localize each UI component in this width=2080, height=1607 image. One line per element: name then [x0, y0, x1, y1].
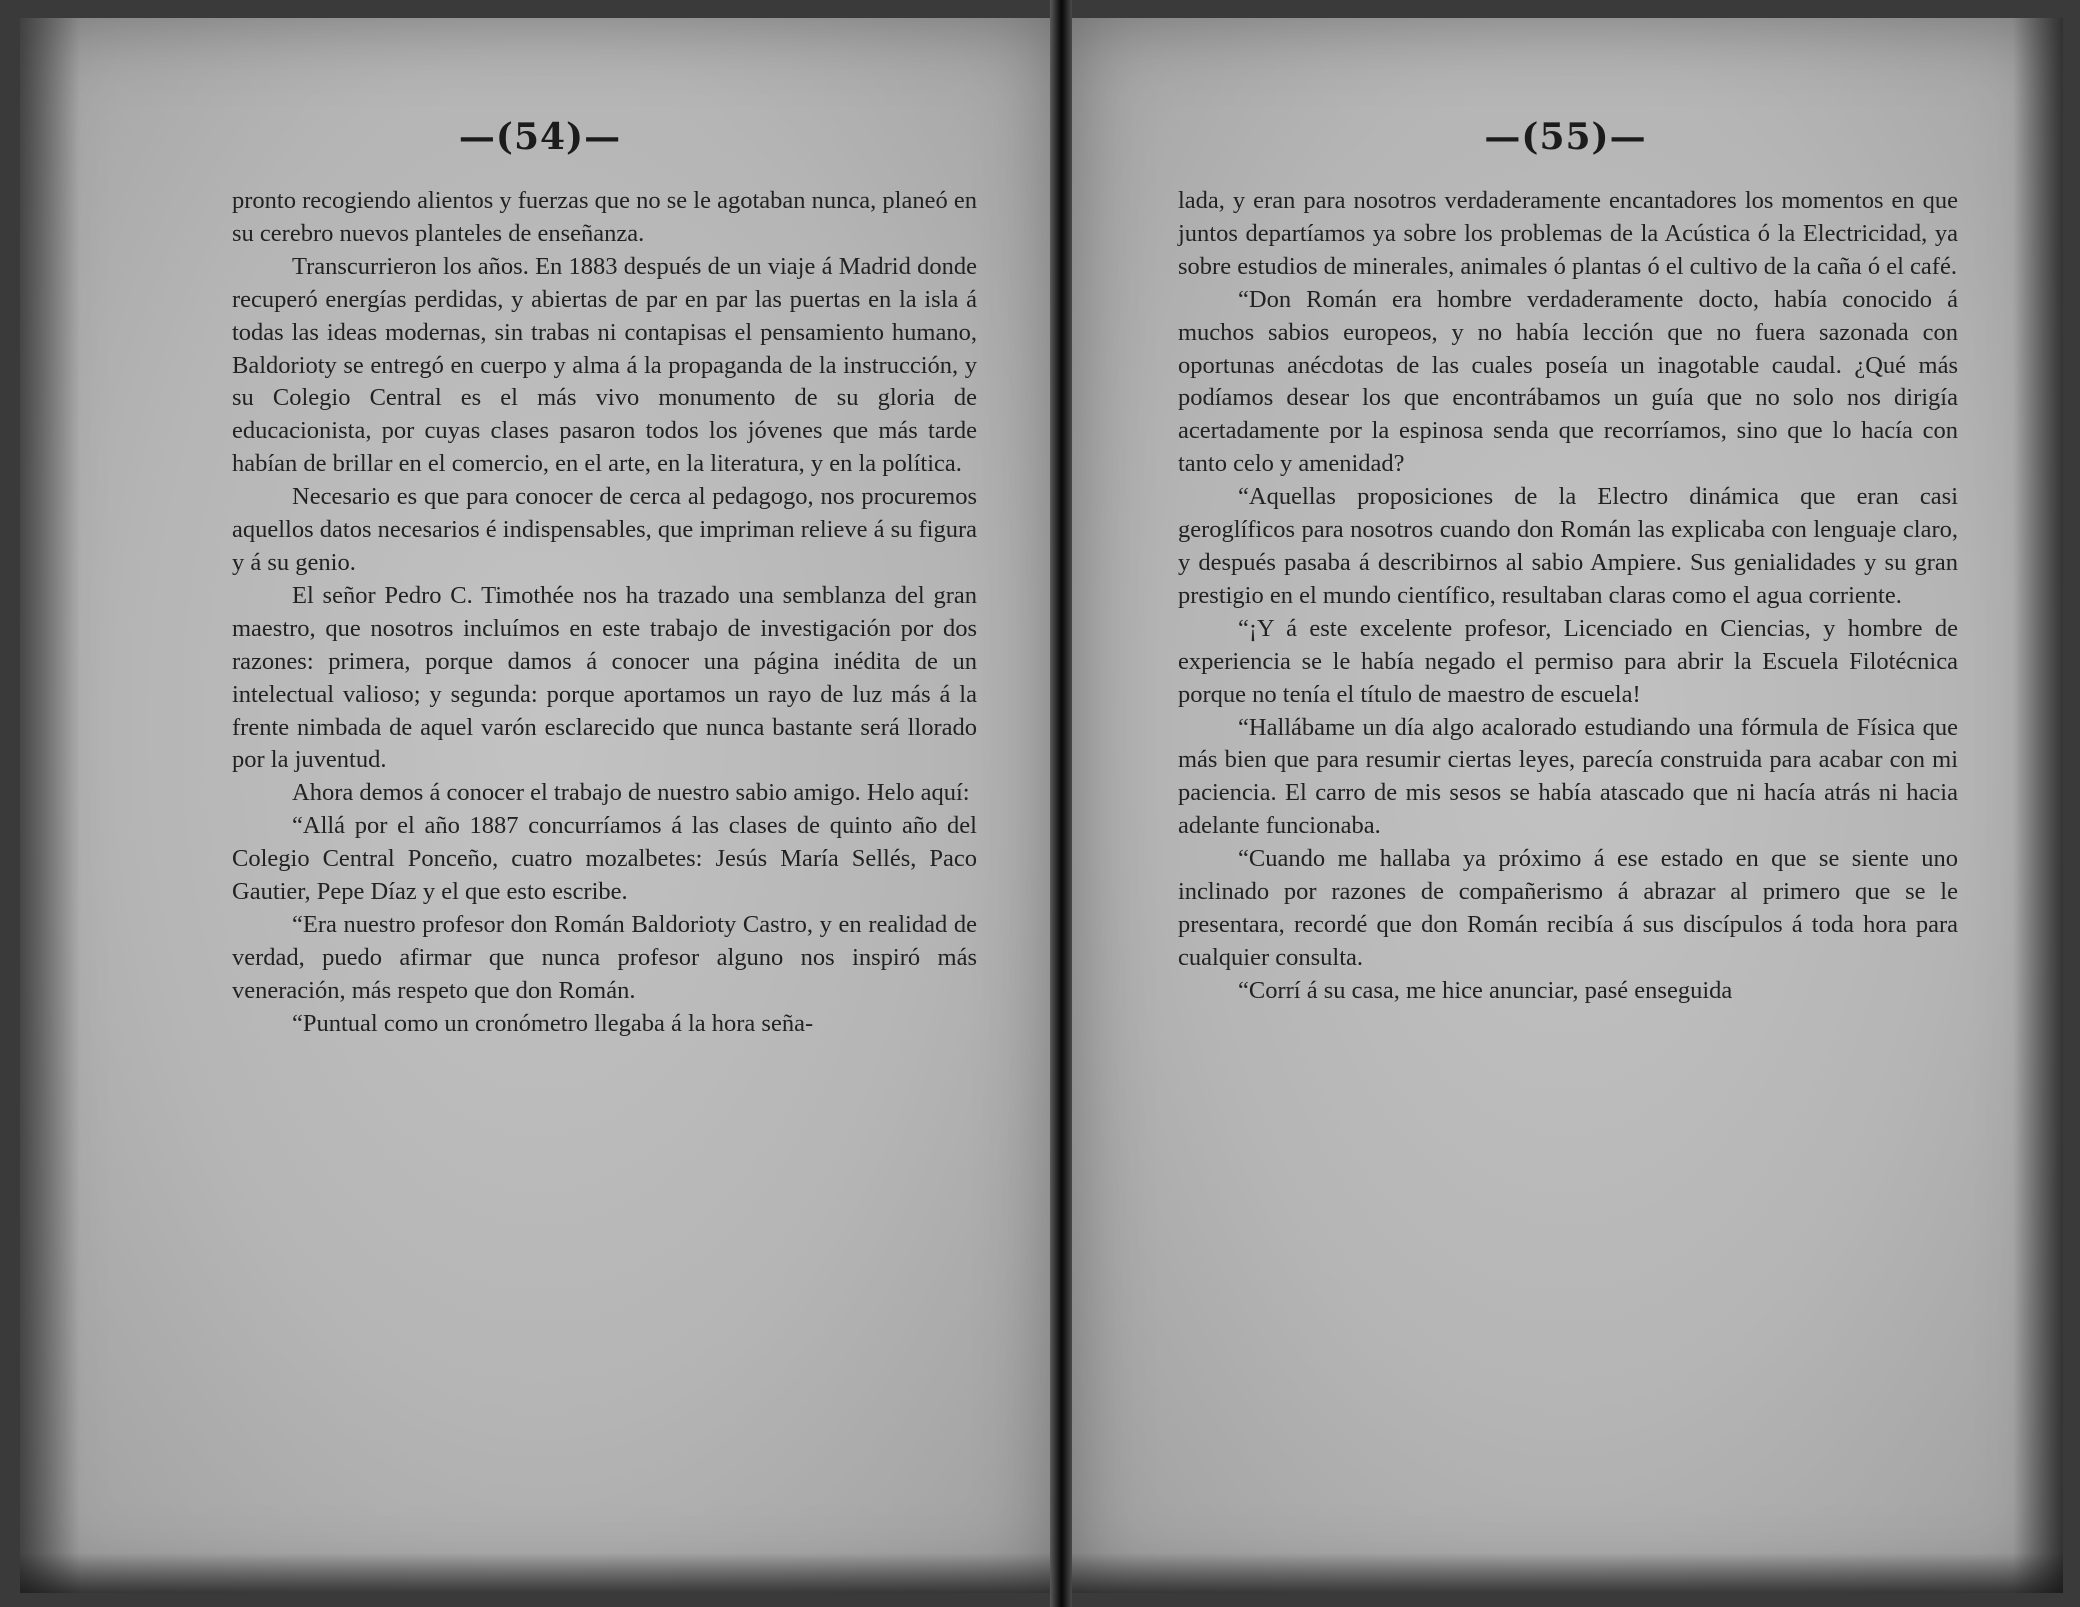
left-page — [20, 18, 1060, 1593]
page-number-right: —(55)— — [1484, 116, 1647, 158]
right-page — [1068, 18, 2063, 1593]
paragraph: “Puntual como un cronómetro llegaba á la hora seña- — [292, 1009, 814, 1037]
paragraph: “Aquellas proposiciones de la Electro dinámica que eran casi geroglíficos para nosotros cuando don Román las explicaba con lenguaje claro, y después pasaba á describirnos al sabio Ampiere. Sus genialidades y su gran prestigio en el mundo científico, resultaban claras como el agua corriente. — [1178, 483, 1958, 609]
page-bottom-shadow — [1068, 1553, 2063, 1593]
paragraph: lada, y eran para nosotros verdaderamente encantadores los momentos en que juntos departíamos ya sobre los problemas de la Acústica ó la Electricidad, ya sobre estudios de minerales, animales ó plantas ó el cultivo de la caña ó el café. — [1178, 187, 1958, 280]
right-page-text — [1178, 185, 1958, 1008]
paragraph: El señor Pedro C. Timothée nos ha trazado una semblanza del gran maestro, que nosotros incluímos en este trabajo de investigación por dos razones: primera, porque damos á conocer una página inédita de un intelectual valioso; y segunda: porque aportamos un rayo de luz más á la frente nimbada de aquel varón esclarecido que nunca bastante será llorado por la juventud. — [232, 581, 977, 774]
page-edge-shadow — [20, 18, 80, 1593]
paragraph: pronto recogiendo alientos y fuerzas que no se le agotaban nunca, planeó en su cerebro nuevos planteles de enseñanza. — [232, 187, 977, 247]
paragraph: “¡Y á este excelente profesor, Licenciado en Ciencias, y hombre de experiencia se le había negado el permiso para abrir la Escuela Filotécnica porque no tenía el título de maestro de escuela! — [1178, 614, 1958, 708]
page-edge-shadow — [2013, 18, 2063, 1593]
book-gutter — [1050, 0, 1072, 1607]
paragraph: “Hallábame un día algo acalorado estudiando una fórmula de Física que más bien que para resumir ciertas leyes, parecía construida para acabar con mi paciencia. El carro de mis sesos se había atascado que ni hacía atrás ni hacia adelante funcionaba. — [1178, 713, 1958, 840]
paragraph: Necesario es que para conocer de cerca al pedagogo, nos procuremos aquellos datos necesarios é indispensables, que impriman relieve á su figura y á su genio. — [232, 483, 977, 576]
paragraph: “Cuando me hallaba ya próximo á ese estado en que se siente uno inclinado por razones de compañerismo á abrazar al primero que se le presentara, recordé que don Román recibía á sus discípulos á toda hora para cualquier consulta. — [1178, 845, 1958, 971]
paragraph: Ahora demos á conocer el trabajo de nuestro sabio amigo. Helo aquí: — [292, 779, 970, 807]
page-bottom-shadow — [20, 1553, 1060, 1593]
paragraph: “Don Román era hombre verdaderamente docto, había conocido á muchos sabios europeos, y no había lección que no fuera sazonada con oportunas anécdotas de las cuales poseía un inagotable caudal. ¿Qué más podíamos desear los que encontrábamos un guía que no solo nos dirigía acertadamente por la espinosa senda que recorríamos, sino que lo hacía con tanto celo y amenidad? — [1178, 285, 1958, 478]
paragraph: “Era nuestro profesor don Román Baldorioty Castro, y en realidad de verdad, puedo afirmar que nunca profesor alguno nos inspiró más veneración, más respeto que don Román. — [232, 910, 977, 1004]
page-number-left: —(54)— — [458, 116, 622, 158]
left-page-text — [232, 185, 977, 1041]
paragraph: “Corrí á su casa, me hice anunciar, pasé enseguida — [1238, 976, 1733, 1004]
paragraph: “Allá por el año 1887 concurríamos á las clases de quinto año del Colegio Central Ponceño, cuatro mozalbetes: Jesús María Sellés, Paco Gautier, Pepe Díaz y el que esto escribe. — [232, 812, 977, 906]
paragraph: Transcurrieron los años. En 1883 después de un viaje á Madrid donde recuperó energías perdidas, y abiertas de par en par las puertas en la isla á todas las ideas modernas, sin trabas ni contapisas el pensamiento humano, Baldorioty se entregó en cuerpo y alma á la propaganda de la instrucción, y su Colegio Central es el más vivo monumento de su gloria de educacionista, por cuyas clases pasaron todos los jóvenes que más tarde habían de brillar en el comercio, en el arte, en la literatura, y en la política. — [232, 252, 977, 478]
